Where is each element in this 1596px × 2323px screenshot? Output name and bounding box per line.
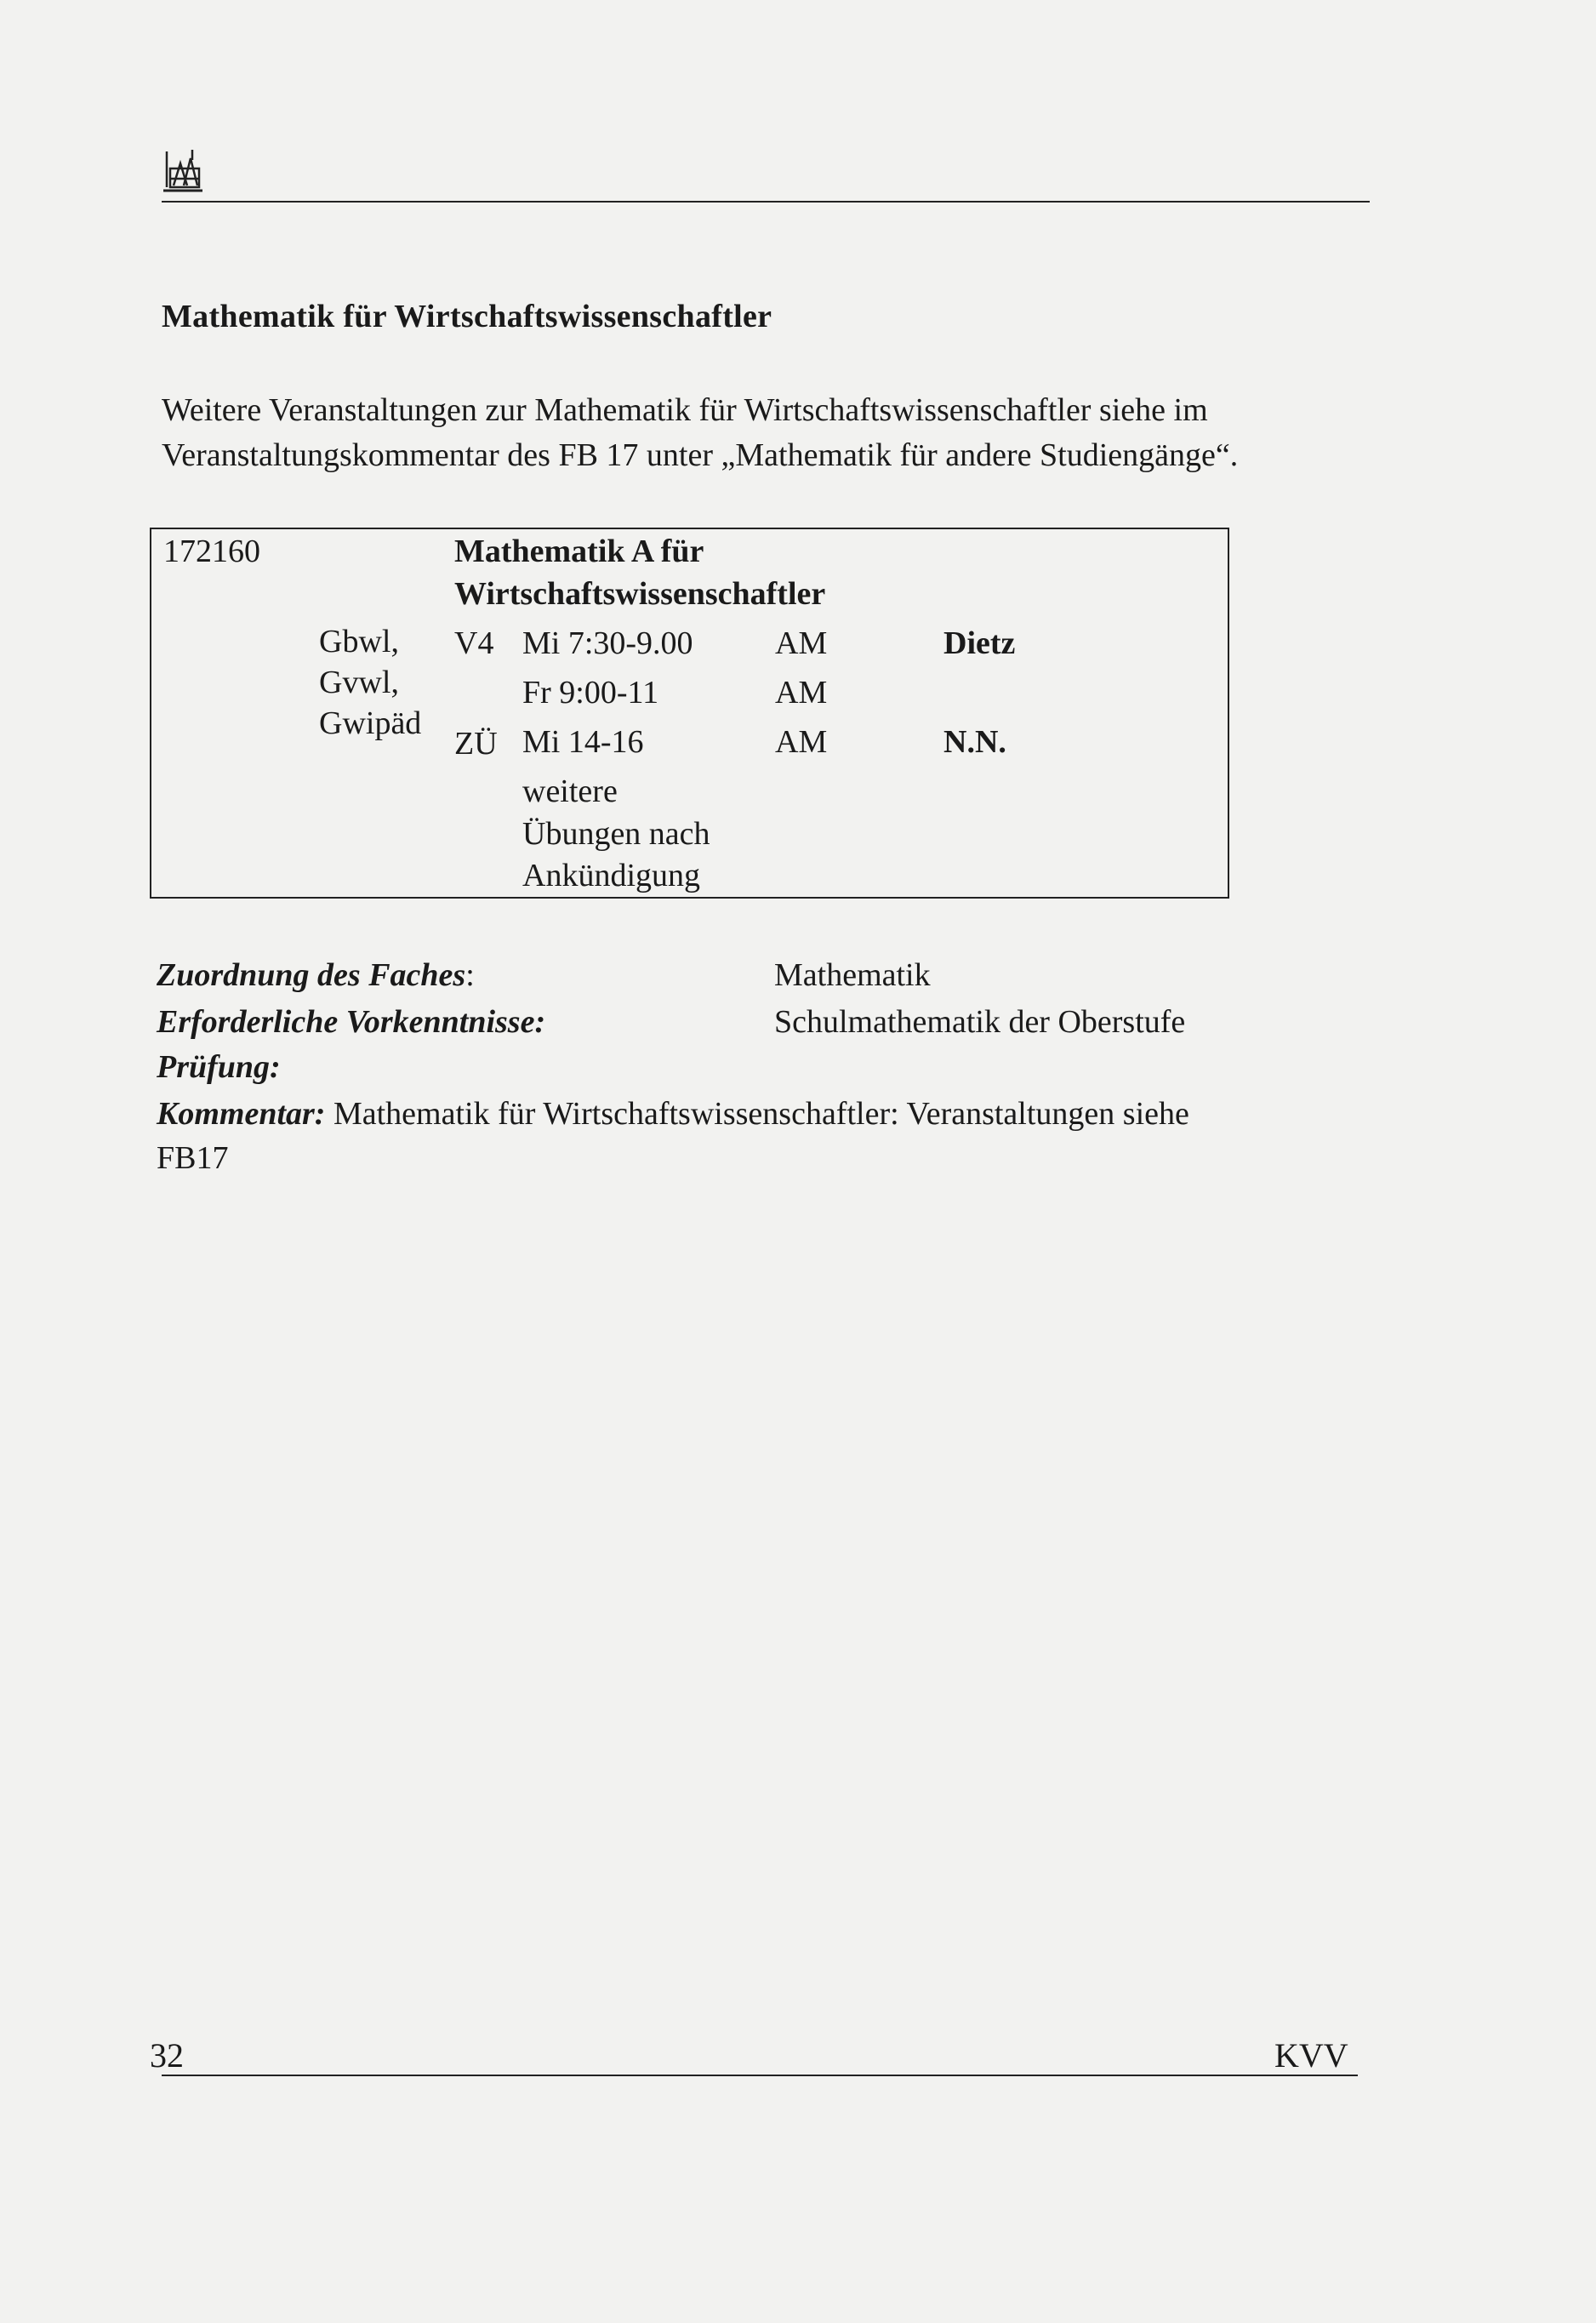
event-type: ZÜ — [454, 726, 498, 762]
intro-paragraph — [162, 388, 1370, 478]
intro-line-1: Weitere Veranstaltungen zur Mathematik für Wirtschaftswissenschaftler siehe im — [162, 392, 1208, 428]
event-room: AM — [775, 675, 828, 711]
extra-note-line: weitere — [522, 773, 618, 809]
zuordnung-row — [157, 955, 475, 996]
event-time: Fr 9:00-11 — [522, 675, 659, 711]
kommentar-text: Mathematik für Wirtschaftswissenschaftler: Veranstaltungen siehe — [325, 1096, 1189, 1132]
header-rule — [162, 201, 1370, 203]
page-title: Mathematik für Wirtschaftswissenschaftler — [162, 299, 772, 334]
kommentar-row — [157, 1093, 1189, 1134]
footer-section: KVV — [1274, 2036, 1348, 2075]
program-1: Gbwl, — [319, 624, 399, 659]
page-number: 32 — [150, 2036, 184, 2075]
course-title-line-2: Wirtschaftswissenschaftler — [454, 576, 826, 612]
event-time: Mi 14-16 — [522, 724, 644, 760]
event-lecturer: Dietz — [943, 625, 1016, 661]
course-title-line-1: Mathematik A für — [454, 534, 704, 569]
event-time: Mi 7:30-9.00 — [522, 625, 693, 661]
extra-note-line: Übungen nach — [522, 816, 710, 852]
program-3: Gwipäd — [319, 705, 422, 741]
pruefung-label: Prüfung: — [157, 1049, 281, 1085]
program-2: Gvwl, — [319, 665, 399, 700]
zuordnung-value: Mathematik — [774, 957, 931, 993]
intro-line-2: Veranstaltungskommentar des FB 17 unter „Mathematik für andere Studiengänge“. — [162, 437, 1239, 473]
event-room: AM — [775, 625, 828, 661]
vorkenntnisse-label: Erforderliche Vorkenntnisse: — [157, 1004, 546, 1040]
zuordnung-label: Zuordnung des Faches — [157, 957, 466, 993]
event-type: V4 — [454, 625, 494, 661]
event-room: AM — [775, 724, 828, 760]
zuordnung-colon: : — [465, 957, 475, 993]
event-lecturer: N.N. — [943, 724, 1006, 760]
kommentar-line-2: FB17 — [157, 1140, 229, 1176]
vorkenntnisse-value: Schulmathematik der Oberstufe — [774, 1004, 1186, 1040]
course-number: 172160 — [163, 534, 260, 569]
university-logo-icon — [162, 143, 204, 194]
kommentar-label: Kommentar: — [157, 1096, 326, 1132]
extra-note-line: Ankündigung — [522, 858, 700, 893]
footer-rule — [162, 2075, 1358, 2076]
course-box — [150, 528, 1229, 899]
